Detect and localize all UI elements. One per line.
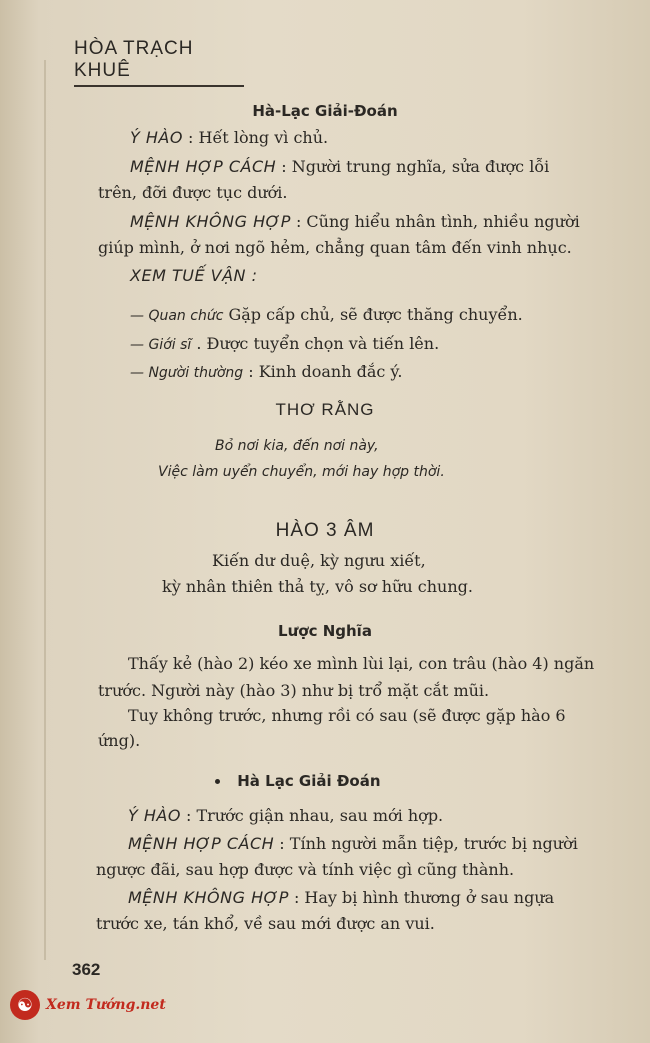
- s2-y-hao-label: Ý HÀO: [128, 806, 181, 825]
- bullet-dot: [215, 779, 220, 784]
- hao3-title: HÀO 3 ÂM: [275, 520, 375, 541]
- yin-yang-icon: ☯: [10, 990, 40, 1020]
- menh-hop-line-1: [130, 157, 549, 176]
- s2-y-hao-line: [128, 806, 443, 825]
- luoc-nghia-p2-l1: Tuy không trước, nhưng rồi có sau (sẽ được gặp hào 6: [128, 706, 566, 725]
- section1-heading: Hà-Lạc Giải-Đoán: [252, 102, 398, 120]
- menh-khong-line-1: [130, 212, 580, 231]
- s2-menh-hop-label: MỆNH HỢP CÁCH: [128, 834, 275, 853]
- poem-line-2: Việc làm uyển chuyển, mới hay hợp thời.: [158, 464, 445, 480]
- tue-van-item-2: [130, 334, 439, 353]
- tue-van-text-1: Gặp cấp chủ, sẽ được thăng chuyển.: [228, 305, 523, 324]
- tue-van-item-3: [130, 362, 402, 381]
- y-hao-label: Ý HÀO: [130, 128, 183, 147]
- luoc-nghia-p2-l2: ứng).: [98, 731, 141, 750]
- s2-menh-khong-line-1: [128, 888, 554, 907]
- s2-menh-khong-label: MỆNH KHÔNG HỢP: [128, 888, 289, 907]
- poem-line-1: Bỏ nơi kia, đến nơi này,: [215, 438, 379, 454]
- xem-tue-van-label: XEM TUẾ VẬN :: [130, 266, 258, 285]
- menh-khong-text-1: : Cũng hiểu nhân tình, nhiều người: [295, 212, 580, 231]
- hao3-line-1: Kiến dư duệ, kỳ ngưu xiết,: [212, 551, 426, 570]
- s2-menh-khong-text-1: : Hay bị hình thương ở sau ngựa: [293, 888, 555, 907]
- s2-menh-hop-text-1: : Tính người mẫn tiệp, trước bị người: [279, 834, 578, 853]
- menh-khong-text-2: giúp mình, ở nơi ngõ hẻm, chẳng quan tâm đến vinh nhục.: [98, 238, 572, 257]
- section2-heading: Hà Lạc Giải Đoán: [237, 772, 381, 790]
- menh-hop-label: MỆNH HỢP CÁCH: [130, 157, 277, 176]
- hao3-line-2: kỳ nhân thiên thả tỵ, vô sơ hữu chung.: [162, 577, 473, 596]
- site-watermark-text: Xem Tướng.net: [46, 997, 166, 1013]
- tue-van-text-3: : Kinh doanh đắc ý.: [248, 362, 403, 381]
- y-hao-text: : Hết lòng vì chủ.: [188, 128, 329, 147]
- luoc-nghia-title: Lược Nghĩa: [278, 622, 372, 640]
- tue-van-text-2: . Được tuyển chọn và tiến lên.: [196, 334, 440, 353]
- tue-van-item-1: [130, 305, 523, 324]
- page-number: 362: [72, 960, 101, 979]
- s2-menh-hop-line-1: [128, 834, 578, 853]
- s2-menh-hop-text-2: ngược đãi, sau hợp được và tính việc gì cũng thành.: [96, 860, 515, 879]
- menh-hop-text-2: trên, đỡi được tục dưới.: [98, 183, 288, 202]
- s2-y-hao-text: : Trước giận nhau, sau mới hợp.: [186, 806, 444, 825]
- menh-khong-label: MỆNH KHÔNG HỢP: [130, 212, 291, 231]
- s2-menh-khong-text-2: trước xe, tán khổ, về sau mới được an vui.: [96, 914, 435, 933]
- tue-van-who-2: — Giới sĩ: [130, 337, 192, 353]
- page-fold: [44, 60, 46, 960]
- poem-title: THƠ RẰNG: [275, 400, 375, 419]
- luoc-nghia-p1-l1: Thấy kẻ (hào 2) kéo xe mình lùi lại, con trâu (hào 4) ngăn: [128, 654, 595, 673]
- y-hao-line-1: [130, 128, 328, 147]
- luoc-nghia-p1-l2: trước. Người này (hào 3) như bị trổ mặt cắt mũi.: [98, 681, 490, 700]
- section2-heading-line: [215, 772, 381, 790]
- tue-van-who-3: — Người thường: [130, 365, 244, 381]
- tue-van-who-1: — Quan chức: [130, 308, 224, 324]
- running-header: HÒA TRẠCH KHUÊ: [74, 38, 244, 87]
- menh-hop-text-1: : Người trung nghĩa, sửa được lỗi: [281, 157, 550, 176]
- site-watermark[interactable]: [10, 990, 166, 1020]
